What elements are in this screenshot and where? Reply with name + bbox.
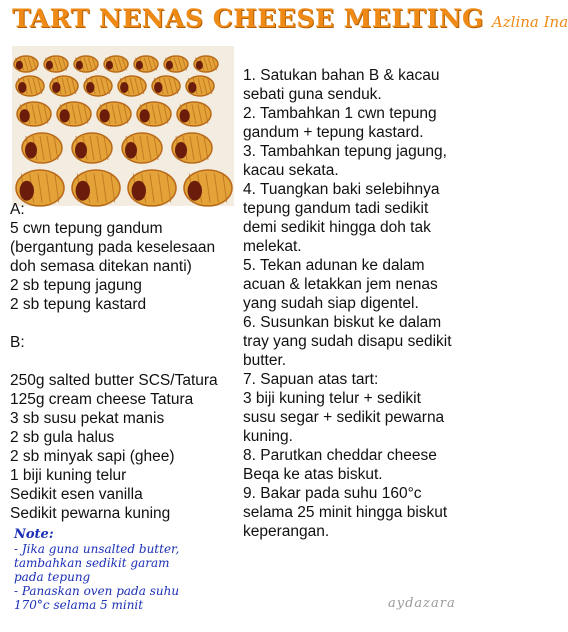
tart-piece — [57, 102, 91, 126]
section-gap — [10, 314, 240, 333]
tart-piece — [17, 102, 51, 126]
ingredient-b-line: Sedikit esen vanilla — [10, 486, 143, 503]
step-line: 7. Sapuan atas tart: — [243, 371, 379, 388]
section-gap — [10, 352, 240, 371]
note-line: pada tepung — [14, 570, 91, 584]
author-name: Azlina Ina — [491, 13, 568, 31]
ingredient-b-line: Sedikit pewarna kuning — [10, 505, 171, 522]
step-line: 2. Tambahkan 1 cwn tepung — [243, 105, 437, 122]
note-box — [14, 528, 238, 612]
pineapple-tart-illustration — [12, 46, 234, 206]
note-line: 170°c selama 5 minit — [14, 598, 144, 612]
step-line: gandum + tepung kastard. — [243, 124, 424, 141]
step-line: kuning. — [243, 428, 293, 445]
step-line: 3. Tambahkan tepung jagung, — [243, 143, 447, 160]
tart-piece — [172, 133, 212, 163]
tart-piece — [137, 102, 171, 126]
ingredients-b-label: B: — [10, 334, 25, 351]
tart-piece — [74, 56, 98, 72]
tart-piece — [134, 56, 158, 72]
tart-piece — [44, 56, 68, 72]
step-line: 6. Susunkan biskut ke dalam — [243, 314, 442, 331]
step-line: yang sudah siap digentel. — [243, 295, 419, 312]
tart-piece — [84, 76, 112, 96]
method-steps — [243, 66, 471, 541]
tart-piece — [22, 133, 62, 163]
ingredients-a-label: A: — [10, 201, 25, 218]
step-line: butter. — [243, 352, 287, 369]
step-line: 8. Parutkan cheddar cheese — [243, 447, 437, 464]
ingredient-b-line: 3 sb susu pekat manis — [10, 410, 165, 427]
ingredient-a-line: 5 cwn tepung gandum — [10, 220, 163, 237]
step-line: 9. Bakar pada suhu 160°c — [243, 485, 422, 502]
tart-piece — [122, 133, 162, 163]
note-line: - Panaskan oven pada suhu — [14, 584, 180, 598]
ingredient-a-line: 2 sb tepung jagung — [10, 277, 142, 294]
tart-piece — [177, 102, 211, 126]
step-line: Beqa ke atas biskut. — [243, 466, 383, 483]
ingredient-b-line: 125g cream cheese Tatura — [10, 391, 194, 408]
tart-piece — [194, 56, 218, 72]
ingredients-section — [10, 200, 240, 523]
step-line: demi sedikit hingga doh tak — [243, 219, 431, 236]
tart-piece — [97, 102, 131, 126]
step-line: acuan & letakkan jem nenas — [243, 276, 438, 293]
tart-piece — [152, 76, 180, 96]
tart-piece — [72, 133, 112, 163]
note-line: tambahkan sedikit garam — [14, 556, 170, 570]
recipe-title: TART NENAS CHEESE MELTING — [12, 4, 484, 33]
step-line: 4. Tuangkan baki selebihnya — [243, 181, 440, 198]
tart-piece — [186, 76, 214, 96]
tart-piece — [164, 56, 188, 72]
ingredient-b-line: 2 sb minyak sapi (ghee) — [10, 448, 175, 465]
ingredient-a-line: doh semasa ditekan nanti) — [10, 258, 192, 275]
note-line: - Jika guna unsalted butter, — [14, 542, 180, 556]
step-line: sebati guna senduk. — [243, 86, 382, 103]
step-line: selama 25 minit hingga biskut — [243, 504, 448, 521]
title-row — [12, 4, 568, 44]
signature: aydazara — [388, 596, 456, 611]
ingredient-b-line: 250g salted butter SCS/Tatura — [10, 372, 218, 389]
tart-piece — [118, 76, 146, 96]
step-line: 1. Satukan bahan B & kacau — [243, 67, 440, 84]
ingredient-a-line: (bergantung pada keselesaan — [10, 239, 216, 256]
note-heading: Note: — [14, 527, 54, 542]
tart-piece — [16, 76, 44, 96]
ingredient-b-line: 1 biji kuning telur — [10, 467, 127, 484]
step-line: melekat. — [243, 238, 302, 255]
step-line: 3 biji kuning telur + sedikit — [243, 390, 421, 407]
tart-piece — [50, 76, 78, 96]
step-line: 5. Tekan adunan ke dalam — [243, 257, 425, 274]
pineapple-tart-photo — [12, 46, 234, 206]
step-line: keperangan. — [243, 523, 330, 540]
step-line: kacau sekata. — [243, 162, 339, 179]
step-line: tepung gandum tadi sedikit — [243, 200, 429, 217]
ingredient-a-line: 2 sb tepung kastard — [10, 296, 147, 313]
step-line: susu segar + sedikit pewarna — [243, 409, 445, 426]
tart-piece — [14, 56, 38, 72]
tart-piece — [104, 56, 128, 72]
ingredient-b-line: 2 sb gula halus — [10, 429, 115, 446]
step-line: tray yang sudah disapu sedikit — [243, 333, 452, 350]
